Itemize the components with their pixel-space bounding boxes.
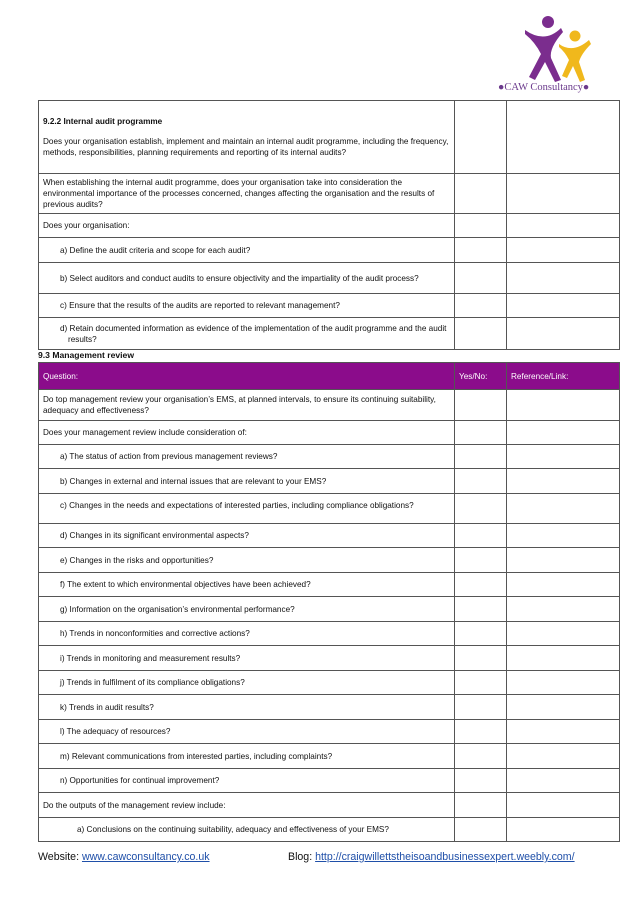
audit-item <box>39 318 455 350</box>
management-review-table <box>38 362 620 842</box>
answer-cell[interactable] <box>455 390 507 421</box>
review-item: c) Changes in the needs and expectations of interested parties, including compliance obligations? <box>39 494 455 524</box>
audit-programme-question <box>39 101 455 174</box>
reference-cell[interactable] <box>507 294 620 318</box>
reference-cell[interactable] <box>507 445 620 469</box>
answer-cell[interactable] <box>455 671 507 695</box>
answer-cell[interactable] <box>455 573 507 597</box>
review-item: m) Relevant communications from interested parties, including complaints? <box>39 744 455 769</box>
internal-audit-table <box>38 100 620 350</box>
consideration-label: Does your management review include consideration of: <box>39 421 455 445</box>
reference-cell[interactable] <box>507 214 620 238</box>
reference-cell[interactable] <box>507 622 620 646</box>
reference-cell[interactable] <box>507 744 620 769</box>
blog-label: Blog: <box>288 851 316 863</box>
reference-cell[interactable] <box>507 390 620 421</box>
section-title-93: 9.3 Management review <box>38 350 135 360</box>
answer-cell[interactable] <box>455 174 507 214</box>
blog-link[interactable]: http://craigwillettstheisoandbusinessexpert.weebly.com/ <box>315 851 575 863</box>
reference-cell[interactable] <box>507 720 620 744</box>
section-heading-922: 9.2.2 Internal audit programme <box>43 117 163 126</box>
audit-item: a) Define the audit criteria and scope for each audit? <box>39 238 455 263</box>
reference-cell[interactable] <box>507 101 620 174</box>
answer-cell[interactable] <box>455 720 507 744</box>
review-item: n) Opportunities for continual improvement? <box>39 769 455 793</box>
reference-cell[interactable] <box>507 263 620 294</box>
reference-cell[interactable] <box>507 421 620 445</box>
management-review-question: Do top management review your organisation’s EMS, at planned intervals, to ensure its continuing suitability, adequacy and effectiveness? <box>39 390 455 421</box>
reference-cell[interactable] <box>507 597 620 622</box>
audit-item-text: d) Retain documented information as evidence of the implementation of the audit programme and the audit results? <box>60 323 447 344</box>
answer-cell[interactable] <box>455 263 507 294</box>
header-yes-no: Yes/No: <box>455 363 507 390</box>
review-item: i) Trends in monitoring and measurement results? <box>39 646 455 671</box>
answer-cell[interactable] <box>455 744 507 769</box>
answer-cell[interactable] <box>455 445 507 469</box>
review-item: l) The adequacy of resources? <box>39 720 455 744</box>
answer-cell[interactable] <box>455 101 507 174</box>
reference-cell[interactable] <box>507 318 620 350</box>
answer-cell[interactable] <box>455 769 507 793</box>
reference-cell[interactable] <box>507 494 620 524</box>
footer-website <box>38 851 210 863</box>
review-item: h) Trends in nonconformities and corrective actions? <box>39 622 455 646</box>
reference-cell[interactable] <box>507 818 620 842</box>
brand-name: ●CAW Consultancy● <box>498 82 590 93</box>
reference-cell[interactable] <box>507 548 620 573</box>
review-item: k) Trends in audit results? <box>39 695 455 720</box>
audit-programme-text: Does your organisation establish, implement and maintain an internal audit programme, including the frequency, methods, responsibilities, planning requirements and reporting of its internal audits? <box>43 137 449 157</box>
reference-cell[interactable] <box>507 695 620 720</box>
answer-cell[interactable] <box>455 597 507 622</box>
answer-cell[interactable] <box>455 622 507 646</box>
review-item: f) The extent to which environmental objectives have been achieved? <box>39 573 455 597</box>
audit-consideration-question: When establishing the internal audit programme, does your organisation take into consideration the environmental importance of the processes concerned, changes affecting the organisation and the results of previous audits? <box>39 174 455 214</box>
answer-cell[interactable] <box>455 469 507 494</box>
review-item: d) Changes in its significant environmental aspects? <box>39 524 455 548</box>
audit-item <box>39 263 455 294</box>
review-item: j) Trends in fulfilment of its compliance obligations? <box>39 671 455 695</box>
reference-cell[interactable] <box>507 238 620 263</box>
answer-cell[interactable] <box>455 214 507 238</box>
review-item: g) Information on the organisation’s environmental performance? <box>39 597 455 622</box>
answer-cell[interactable] <box>455 421 507 445</box>
audit-item-text: b) Select auditors and conduct audits to ensure objectivity and the impartiality of the audit process? <box>60 273 419 283</box>
header-question: Question: <box>39 363 455 390</box>
audit-item: c) Ensure that the results of the audits are reported to relevant management? <box>39 294 455 318</box>
reference-cell[interactable] <box>507 671 620 695</box>
answer-cell[interactable] <box>455 524 507 548</box>
answer-cell[interactable] <box>455 695 507 720</box>
answer-cell[interactable] <box>455 818 507 842</box>
does-your-organisation-label: Does your organisation: <box>39 214 455 238</box>
header-reference: Reference/Link: <box>507 363 620 390</box>
reference-cell[interactable] <box>507 524 620 548</box>
outputs-label: Do the outputs of the management review include: <box>39 793 455 818</box>
output-item: a) Conclusions on the continuing suitability, adequacy and effectiveness of your EMS? <box>39 818 455 842</box>
review-item: b) Changes in external and internal issues that are relevant to your EMS? <box>39 469 455 494</box>
reference-cell[interactable] <box>507 573 620 597</box>
answer-cell[interactable] <box>455 646 507 671</box>
answer-cell[interactable] <box>455 548 507 573</box>
answer-cell[interactable] <box>455 494 507 524</box>
website-label: Website: <box>38 851 82 863</box>
answer-cell[interactable] <box>455 294 507 318</box>
reference-cell[interactable] <box>507 174 620 214</box>
website-link[interactable]: www.cawconsultancy.co.uk <box>81 851 210 863</box>
review-item: e) Changes in the risks and opportunities? <box>39 548 455 573</box>
footer-blog <box>288 851 575 863</box>
review-item: a) The status of action from previous management reviews? <box>39 445 455 469</box>
reference-cell[interactable] <box>507 793 620 818</box>
answer-cell[interactable] <box>455 318 507 350</box>
reference-cell[interactable] <box>507 646 620 671</box>
answer-cell[interactable] <box>455 238 507 263</box>
reference-cell[interactable] <box>507 769 620 793</box>
answer-cell[interactable] <box>455 793 507 818</box>
reference-cell[interactable] <box>507 469 620 494</box>
